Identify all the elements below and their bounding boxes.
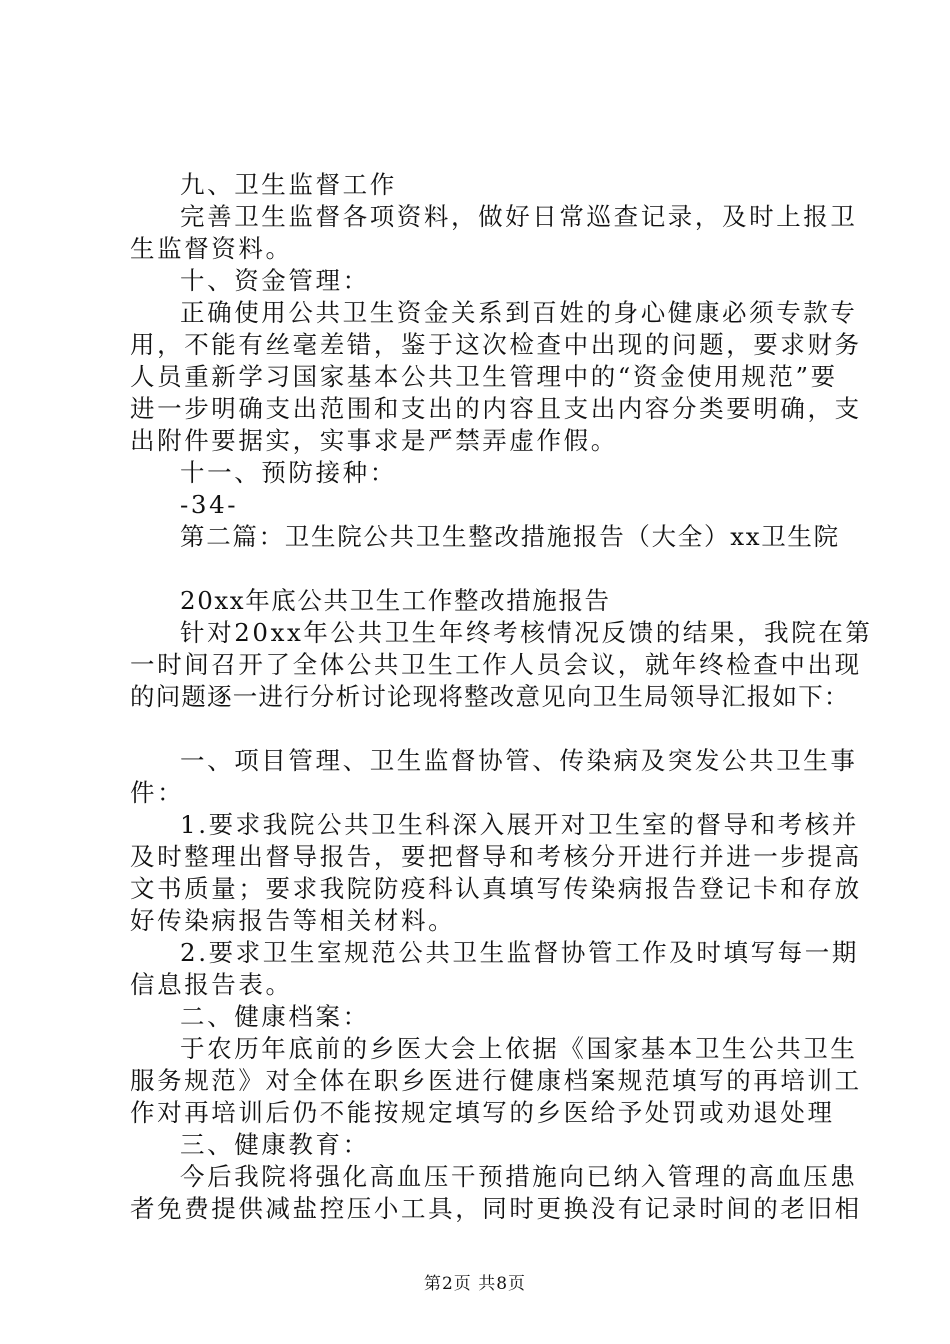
paragraph-line: 完善卫生监督各项资料，做好日常巡查记录，及时上报卫 xyxy=(180,202,858,231)
paragraph-line: 出附件要据实，实事求是严禁弄虚作假。 xyxy=(130,426,618,455)
section-heading: 二、健康档案： xyxy=(180,1002,370,1031)
paragraph-line: 信息报告表。 xyxy=(130,970,293,999)
list-item: 2.要求卫生室规范公共卫生监督协管工作及时填写每一期 xyxy=(180,938,859,967)
paragraph-line: 好传染病报告等相关材料。 xyxy=(130,906,456,935)
page-footer: 第2页 共8页 xyxy=(423,1274,527,1294)
paragraph-line: 文书质量；要求我院防疫科认真填写传染病报告登记卡和存放 xyxy=(130,874,862,903)
paragraph-line: 针对20xx年公共卫生年终考核情况反馈的结果，我院在第 xyxy=(180,618,873,647)
paragraph-line: 进一步明确支出范围和支出的内容且支出内容分类要明确，支 xyxy=(130,394,862,423)
paragraph-line: 者免费提供减盐控压小工具，同时更换没有记录时间的老旧相 xyxy=(130,1194,862,1223)
page-marker: -34- xyxy=(180,490,239,519)
paragraph-line: 服务规范》对全体在职乡医进行健康档案规范填写的再培训工 xyxy=(130,1066,862,1095)
paragraph-line: 件： xyxy=(130,778,185,807)
list-item: 1.要求我院公共卫生科深入展开对卫生室的督导和考核并 xyxy=(180,810,859,839)
paragraph-line: 一时间召开了全体公共卫生工作人员会议，就年终检查中出现 xyxy=(130,650,862,679)
paragraph-line: 及时整理出督导报告，要把督导和考核分开进行并进一步提高 xyxy=(130,842,862,871)
section-heading: 十、资金管理： xyxy=(180,266,370,295)
section-heading: 三、健康教育： xyxy=(180,1130,370,1159)
chapter-title: 第二篇：卫生院公共卫生整改措施报告（大全）xx卫生院 xyxy=(180,522,840,551)
section-heading: 九、卫生监督工作 xyxy=(180,170,397,199)
report-title: 20xx年底公共卫生工作整改措施报告 xyxy=(180,586,611,615)
section-heading: 一、项目管理、卫生监督协管、传染病及突发公共卫生事 xyxy=(180,746,858,775)
paragraph-line: 生监督资料。 xyxy=(130,234,293,263)
section-heading: 十一、预防接种： xyxy=(180,458,397,487)
paragraph-line: 于农历年底前的乡医大会上依据《国家基本卫生公共卫生 xyxy=(180,1034,858,1063)
paragraph-line: 的问题逐一进行分析讨论现将整改意见向卫生局领导汇报如下： xyxy=(130,682,850,711)
paragraph-line: 用，不能有丝毫差错，鉴于这次检查中出现的问题，要求财务 xyxy=(130,330,862,359)
paragraph-line: 正确使用公共卫生资金关系到百姓的身心健康必须专款专 xyxy=(180,298,858,327)
paragraph-line: 人员重新学习国家基本公共卫生管理中的“资金使用规范”要 xyxy=(130,362,838,391)
paragraph-line: 作对再培训后仍不能按规定填写的乡医给予处罚或劝退处理 xyxy=(130,1098,835,1127)
paragraph-line: 今后我院将强化高血压干预措施向已纳入管理的高血压患 xyxy=(180,1162,858,1191)
